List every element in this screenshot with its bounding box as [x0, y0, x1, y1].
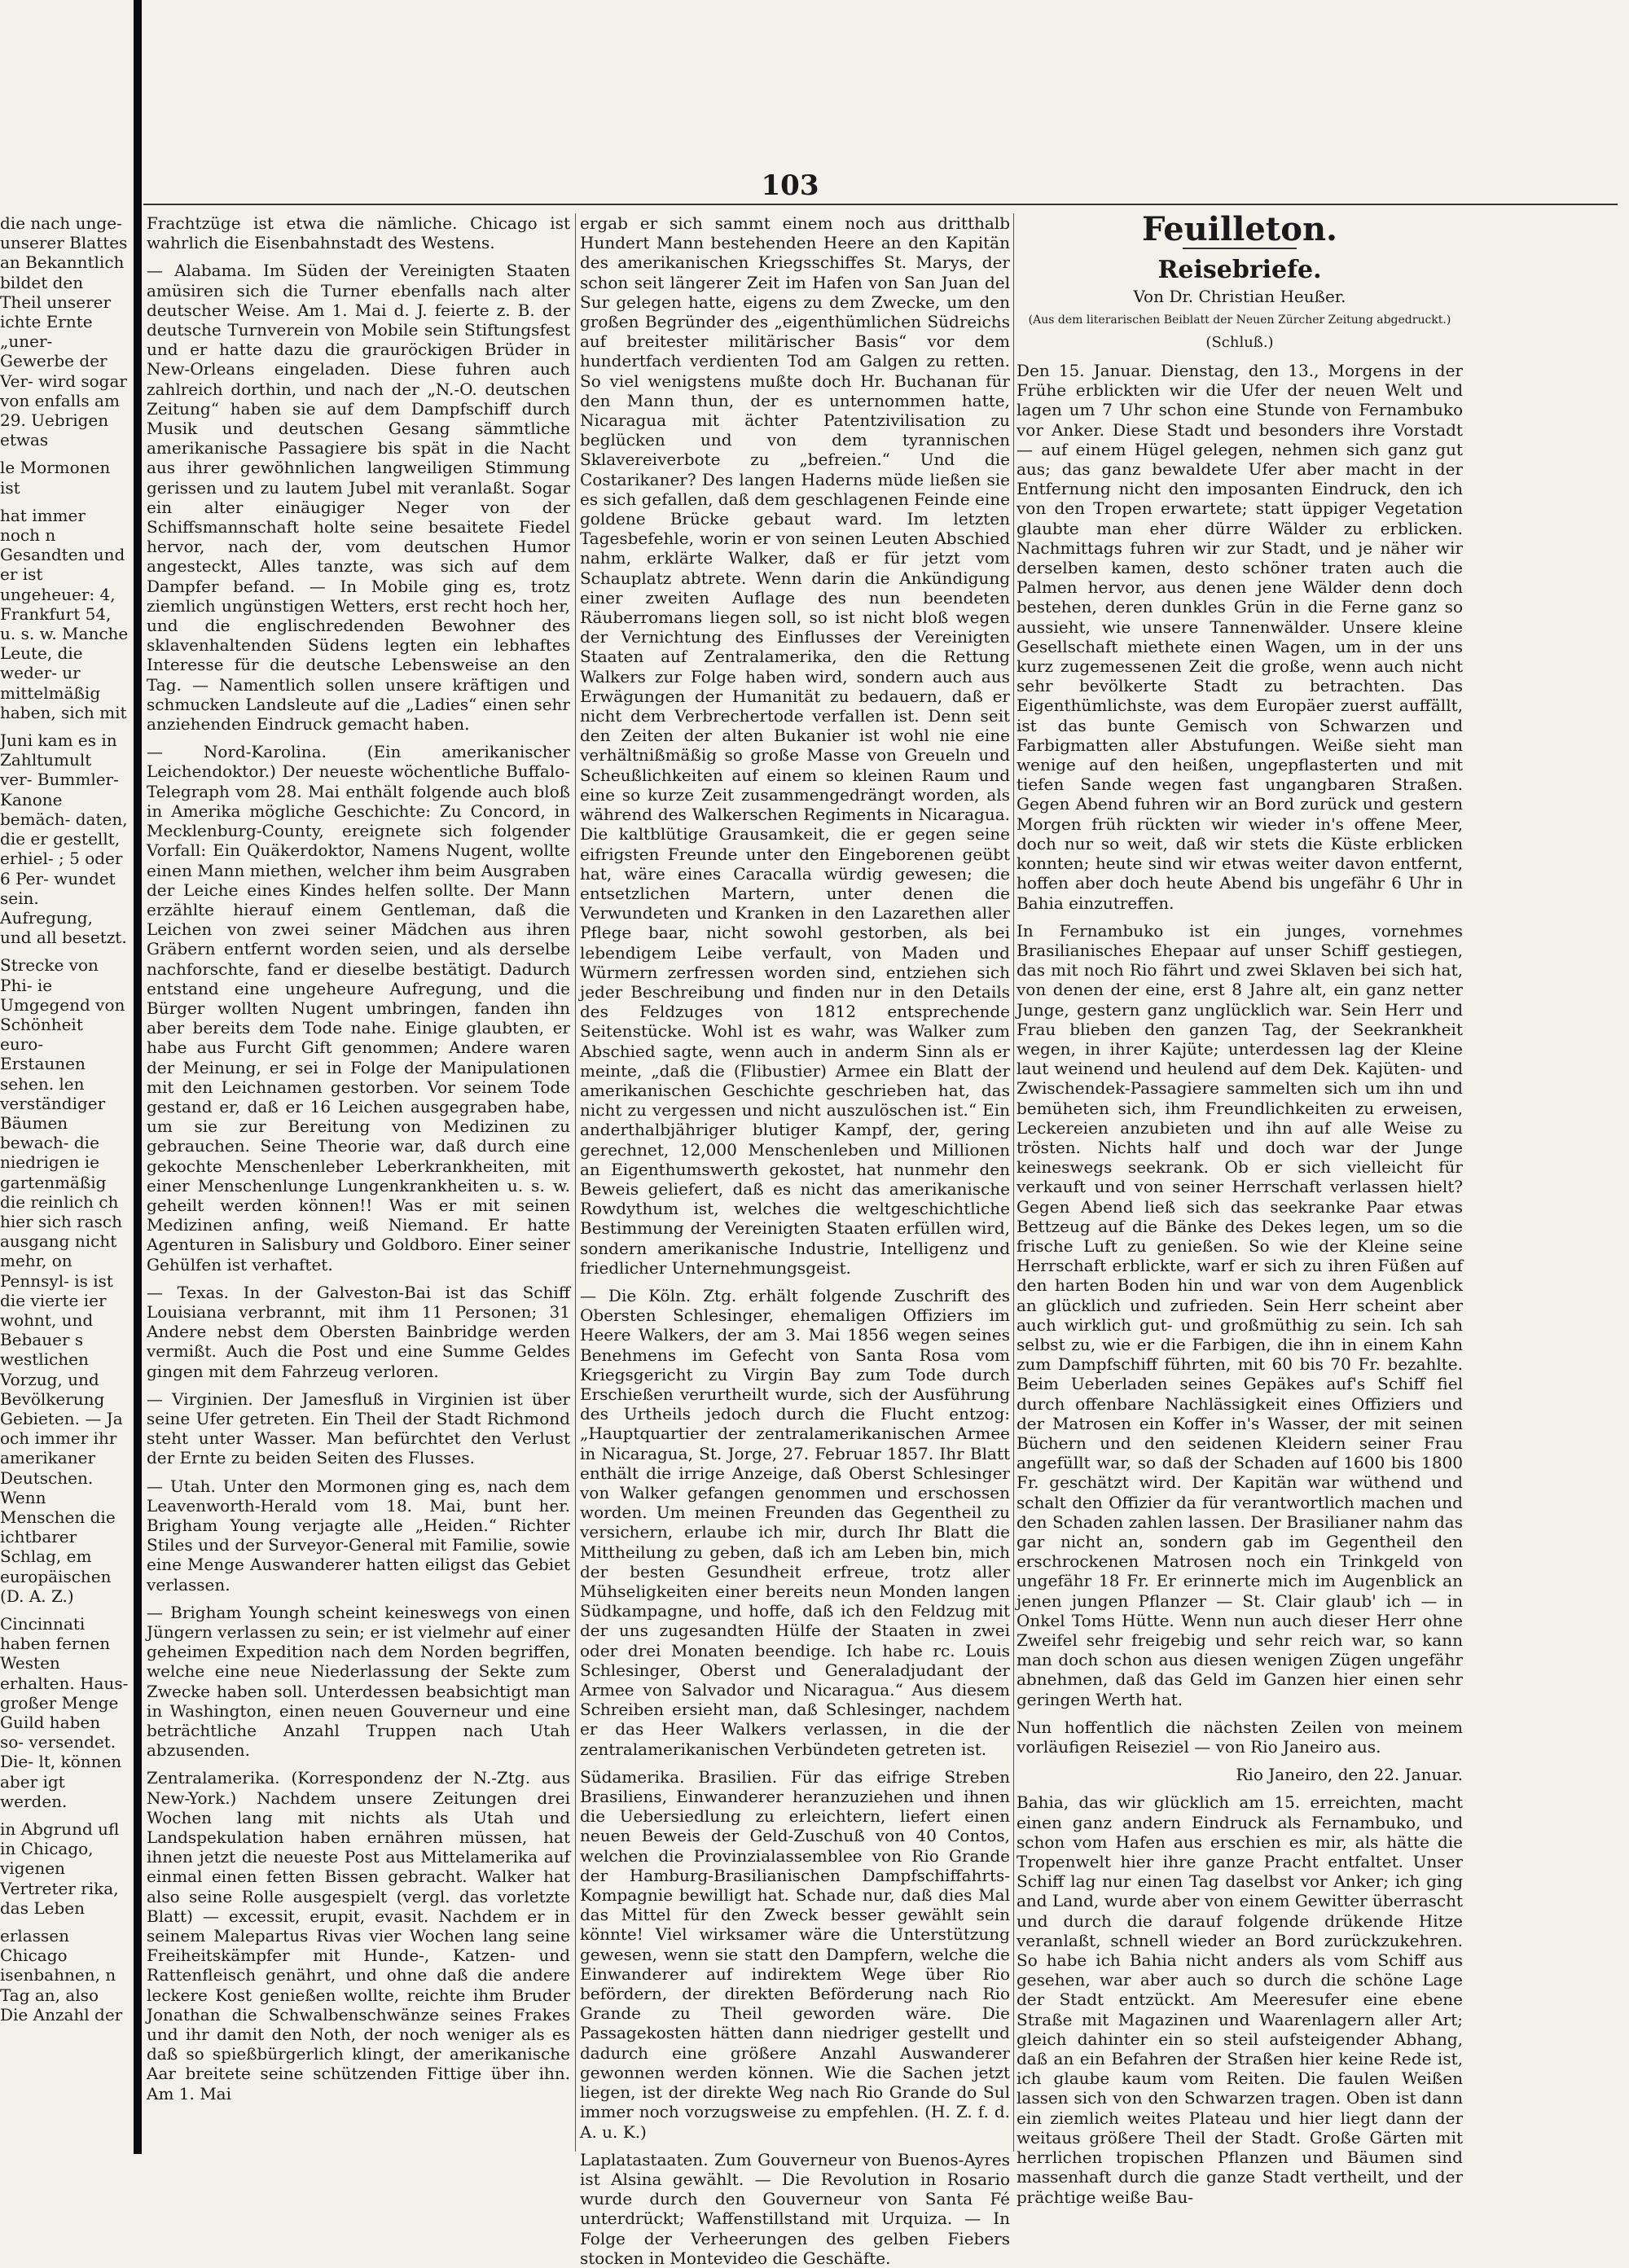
texas-article: — Texas. In der Galveston-Bai ist das Schiff Louisiana verbrannt, mit ihm 11 Personen; 31 Andere nebst dem Obersten Bainbridge werden vermißt. Auch die Post und eine Summe Geldes gingen mit dem Fahrzeug verloren.: [147, 1282, 570, 1381]
south-america-article: Südamerika. Brasilien. Für das eifrige Streben Brasiliens, Einwanderer heranzuziehen und ihnen die Uebersiedlung zu erleichtern, liefert einen neuen Beweis der Geld-Zuschuß von 40 Contos, welchen die Provinzialassemblee von Rio Grande der Hamburg-Brasilianischen Dampfschiffahrts-Kompagnie bewilligt hat. Schade nur, daß dies Mal das Mittel für den Zweck besser gewählt sein könnte! Viel wirksamer wäre die Unterstützung gewesen, wenn sie statt den Dampfern, welche die Einwanderer auf indirektem Wege über Rio befördern, der direkten Beförderung nach Rio Grande zu Theil geworden wäre. Die Passagekosten hätten dann niedriger gestellt und dadurch eine größere Anzahl Auswanderer gewonnen werden können. Wie die Sachen jetzt liegen, ist der direkte Weg nach Rio Grande do Sul immer noch vorzugsweise zu empfehlen. (H. Z. f. d. A. u. K.): [580, 1766, 1010, 2142]
page-number: 103: [761, 169, 819, 202]
col0-para-4: Juni kam es in Zahltumult ver- Bummler- Kanone bemäch- daten, die er gestellt, erhiel- ; 5 oder 6 Per- wundet sein. Aufregung, und all besetzt.: [0, 730, 128, 948]
article-title: Reisebriefe.: [1157, 256, 1322, 285]
utah-article: — Utah. Unter den Mormonen ging es, nach dem Leavenworth-Herald vom 18. Mai, bunt her. Brigham Young verjagte alle „Heiden.“ Richter Stiles und der Surveyor-General mit Familie, sowie eine Menge Auswanderer hatten eiligst das Gebiet verlassen.: [147, 1476, 570, 1595]
column-left-fragment: [0, 213, 129, 2152]
feuilleton-para-1: Den 15. Januar. Dienstag, den 13., Morgens in der Frühe erblickten wir die Ufer der neuen Welt und lagen um 7 Uhr schon eine Stunde von Fernambuko vor Anker. Diese Stadt und besonders ihre Vorstadt — auf einem Hügel gelegen, nehmen sich ganz gut aus; das ganz bewaldete Ufer aber macht in der Entfernung nicht den imposanten Eindruck, den ich von den Tropen erwartete; statt üppiger Vegetation glaubte man eher dürre Wälder zu erblicken. Nachmittags fuhren wir zur Stadt, und je näher wir derselben kamen, desto schöner traten auch die Palmen hervor, aus denen jene Wälder denn doch bestehen, deren dunkles Grün in die Ferne ganz so aussieht, wie unsere Tannenwälder. Unsere kleine Gesellschaft miethete einen Wagen, um in der uns kurz zugemessenen Zeit die große, wenn auch nicht sehr bevölkerte Stadt zu betrachten. Das Eigenthümlichste, was dem Europäer zuerst auffällt, ist das bunte Gemisch von Schwarzen und Farbigmatten aller Abstufungen. Weiße sieht man wenige auf den heißen, ungepflasterten und mit tiefen Sande wegen fast ungangbaren Straßen. Gegen Abend fuhren wir an Bord zurück und gestern Morgen früh rückten wir wieder in's offene Meer, doch nur so weit, daß wir stets die Küste erblicken konnten; heute sind wir etwas weiter davon entfernt, hoffen aber doch heute Abend bis ungefähr 6 Uhr in Bahia einzutreffen.: [1016, 361, 1463, 913]
brigham-young-article: — Brigham Youngh scheint keineswegs von einen Jüngern verlassen zu sein; er ist vielmehr auf einer geheimen Expedition nach dem Norden begriffen, welche eine neue Niederlassung der Sekte zum Zwecke haben soll. Unterdessen beabsichtigt man in Washington, einen neuen Gouverneur und eine beträchtliche Anzahl Truppen nach Utah abzusenden.: [147, 1602, 570, 1761]
virginia-article: — Virginien. Der Jamesfluß in Virginien ist über seine Ufer getreten. Ein Theil der Stadt Richmond steht unter Wasser. Man befürchtet den Verlust der Ernte zu beiden Seiten des Flusses.: [147, 1388, 570, 1468]
laplata-article: Laplatastaaten. Zum Gouverneur von Buenos-Ayres ist Alsina gewählt. — Die Revolution in Rosario wurde durch den Gouverneur von Santa Fé unterdrückt; Waffenstillstand mit Urquiza. — In Folge der Verheerungen des gelben Fiebers stocken in Montevideo die Geschäfte.: [580, 2149, 1010, 2268]
col0-para-6: Cincinnati haben fernen Westen erhalten. Haus- großer Menge Guild haben so- versendet. Die- lt, können aber igt werden.: [0, 1614, 129, 1811]
column-divider-1: [575, 213, 576, 2152]
column-1: [147, 213, 570, 2152]
col0-para-8: erlassen Chicago isenbahnen, n Tag an, also Die Anzahl der: [0, 1926, 123, 2025]
north-carolina-article: — Nord-Karolina. (Ein amerikanischer Leichendoktor.) Der neueste wöchentliche Buffalo-Telegraph vom 28. Mai enthält folgende auch bloß in Amerika mögliche Geschichte: Zu Concord, in Mecklenburg-County, ereignete sich folgender Vorfall: Ein Quäkerdoktor, Namens Nugent, wollte einen Mann miethen, welcher ihm beim Ausgraben der Leiche eines Kindes helfen sollte. Der Mann erzählte hierauf einem Gentleman, daß die Leichen von zwei seiner Mädchen aus ihren Gräbern entfernt worden seien, und als derselbe nachforschte, fand er dieselbe bestätigt. Dadurch entstand eine ungeheure Aufregung, und die Bürger wollten Nugent umbringen, fanden ihn aber bereits dem Tode nahe. Einige glaubten, er habe aus Furcht Gift genommen; Andere waren der Meinung, er sei in Folge der Manipulationen mit den Leichnamen gestorben. Vor seinem Tode gestand er, daß er 16 Leichen ausgegraben habe, um sie zur Bereitung von Medizinen zu gebrauchen. Seine Theorie war, daß durch eine gekochte Menschenleber Leberkrankheiten, mit einer Menschenlunge Lungenkrankheiten u. s. w. geheilt werden können!! Was er mit seinen Medizinen anfing, weiß Niemand. Er hatte Agenturen in Salisbury und Goldboro. Einer seiner Gehülfen ist verhaftet.: [147, 742, 570, 1274]
feuilleton-para-2: In Fernambuko ist ein junges, vornehmes Brasilianisches Ehepaar auf unser Schiff gestiegen, das mit noch Rio fährt und zwei Sklaven bei sich hat, von denen der eine, erst 8 Jahre alt, ein ganz netter Junge, gestern ganz unglücklich war. Sein Herr und Frau blieben den ganzen Tag, der Seekrankheit wegen, in ihrer Kajüte; unterdessen lag der Kleine laut weinend und heulend auf dem Dek. Kajüten- und Zwischendek-Passagiere sammelten sich um ihn und bemüheten sich, ihm Freundlichkeiten zu erweisen, Leckereien anzubieten und ihn auf alle Weise zu trösten. Nichts half und doch war der Junge keineswegs seekrank. Ob er sich vielleicht für verkauft und von seiner Herrschaft verlassen hielt? Gegen Abend ließ sich das seekranke Paar etwas Bettzeug auf die Bänke des Dekes legen, um so die frische Luft zu genießen. So wie der Kleine seine Herrschaft erblickte, warf er sich zu ihren Füßen auf den harten Boden hin und war von dem Augenblick an glücklich und zufrieden. Sein Herr scheint aber auch wirklich gut- und großmüthig zu sein. Ich sah selbst zu, wie er die Farbigen, die ihn in einem Kahn zum Dampfschiff führten, mit 60 bis 70 Fr. bezahlte. Beim Ueberladen seines Gepäkes auf's Schiff fiel durch offenbare Nachlässigkeit eines Offiziers und der Matrosen ein Koffer in's Wasser, der mit seinen Büchern und den seidenen Kleidern seiner Frau angefüllt war, so daß der Schaden auf 1600 bis 1800 Fr. geschätzt wird. Der Kapitän war wüthend und schalt den Offizier da für verantwortlich machen und den Schaden zahlen lassen. Der Brasilianer nahm das gar nicht an, sondern gab im Gegentheil den erschrockenen Matrosen noch ein Trinkgeld von ungefähr 18 Fr. Er erinnerte mich im Augenblick an jenen jungen Pflanzer — St. Clair glaub' ich — in Onkel Toms Hütte. Wenn nun auch dieser Herr ohne Zweifel sehr freigebig und sehr reich war, so kann man doch schon aus diesen wenigen Zügen ungefähr abnehmen, daß das Geld im Ganzen hier einen sehr geringen Werth hat.: [1016, 920, 1463, 1709]
feuilleton-heading: Feuilleton.: [1142, 210, 1337, 248]
central-america-article: Zentralamerika. (Korrespondenz der N.-Ztg. aus New-York.) Nachdem unsere Zeitungen drei Wochen lang mit nichts als Utah und Landspekulation haben ernähren müssen, hat ihnen jetzt die neueste Post aus Mittelamerika auf einmal einen fetten Bissen gebracht. Walker hat also seine Rolle ausgespielt (vergl. das vorletzte Blatt) — excessit, erupit, evasit. Nachdem er in seinem Malepartus Rivas vier Wochen lang seine Freiheitskämpfer mit Hunde-, Katzen- und Rattenfleisch genährt, und ohne daß die andere leckere Kost genießen wollte, reichte ihm Bruder Jonathan die Schwalbenschwänze seines Frakes und ihr damit den Noth, der noch weniger als es daß so spießbürgerlich klingt, der amerikanische Aar breitete seine schützenden Fittige über ihn. Am 1. Mai: [147, 1768, 570, 2103]
feuilleton-para-3: Nun hoffentlich die nächsten Zeilen von meinem vorläufigen Reiseziel — von Rio Janeiro aus.: [1016, 1717, 1463, 1757]
byline: Von Dr. Christian Heußer.: [1133, 287, 1346, 307]
col1-para-1: Frachtzüge ist etwa die nämliche. Chicago ist wahrlich die Eisenbahnstadt des Westens.: [147, 213, 570, 253]
feuilleton-para-5: Bahia, das wir glücklich am 15. erreichten, macht einen ganz andern Eindruck als Fernambuko, und schon vom Hafen aus erschien es mir, als hätte die Tropenwelt hier ihre ganze Pracht entfaltet. Unser Schiff lag nur einen Tag daselbst vor Anker; ich ging and Land, wurde aber von einem Gewitter überrascht und durch die darauf folgende drükende Hitze veranlaßt, schnell wieder an Bord zurückzukehren. So habe ich Bahia nicht anders als vom Schiff aus gesehen, war aber auch so durch die schöne Lage der Stadt entzückt. Am Meeresufer eine ebene Straße mit Magazinen und Waarenlagern aller Art; gleich dahinter ein so steil aufsteigender Abhang, daß an ein Befahren der Straßen hier keine Rede ist, ich glaube kaum vom Reiten. Die faulen Weißen lassen sich von den Schwarzen tragen. Oben ist dann ein ziemlich weites Plateau und hier liegt dann der weitaus größere Theil der Stadt. Große Gärten mit herrlichen tropischen Pflanzen und Bäumen sind massenhaft durch die ganze Stadt vertheilt, und der prächtige weiße Bau-: [1016, 1792, 1463, 2207]
continuation-note: (Schluß.): [1205, 333, 1274, 351]
column-2: [580, 213, 1010, 2268]
dateline: Rio Janeiro, den 22. Januar.: [1236, 1765, 1463, 1785]
col0-para-1: die nach unge- unserer Blattes an Bekanntlich bildet den Theil unserer ichte Ernte „uner- Gewerbe der Ver- wird sogar von enfalls am 29. Uebrigen etwas: [0, 213, 128, 450]
source-note: (Aus dem literarischen Beiblatt der Neuen Zürcher Zeitung abgedruckt.): [1028, 313, 1451, 327]
column-divider-2: [1013, 213, 1014, 2152]
col0-para-2: le Mormonen ist: [0, 458, 111, 498]
col0-para-7: in Abgrund ufl in Chicago, vigenen Vertreter rika, das Leben: [0, 1819, 120, 1918]
alabama-article: — Alabama. Im Süden der Vereinigten Staaten amüsiren sich die Turner ebenfalls nach alter deutscher Weise. Am 1. Mai d. J. feierte z. B. der deutsche Turnverein von Mobile sein Stiftungsfest und er hatte dazu die grauröckigen Brüder in New-Orleans eingeladen. Diese fuhren auch zahlreich dorthin, und nach der „N.-O. deutschen Zeitung“ haben sie auf dem Dampfschiff durch Musik und deutschen Gesang sämmtliche amerikanische Passagiere bis spät in die Nacht aus ihrer gewöhnlichen langweiligen Stimmung gerissen und zu lautem Jubel mit veranlaßt. Sogar ein alter einäugiger Neger von der Schiffsmannschaft holte seine besaitete Fiedel hervor, nach der, vom deutschen Humor angesteckt, Alles tanzte, was sich auf dem Dampfer befand. — In Mobile ging es, trotz ziemlich ungünstigen Wetters, erst recht hoch her, und die englischredenden Bewohner des sklavenhaltenden Südens legten ein lebhaftes Interesse für die deutsche Lebensweise an den Tag. — Namentlich sollen unsere kräftigen und schmucken Landsleute auf die „Ladies“ einen sehr anziehenden Eindruck gemacht haben.: [147, 261, 570, 735]
col0-para-3: hat immer noch n Gesandten und er ist ungeheuer: 4, Frankfurt 54, u. s. w. Manche Leute, die weder- ur mittelmäßig haben, sich mit: [0, 505, 129, 722]
page-fold-shadow: [134, 0, 142, 2154]
top-rule: [143, 204, 1618, 205]
schlesinger-letter: — Die Köln. Ztg. erhält folgende Zuschrift des Obersten Schlesinger, ehemaligen Offiziers im Heere Walkers, der am 3. Mai 1856 wegen seines Benehmens im Gefecht von Santa Rosa vom Kriegsgericht zu Virgin Bay zum Tode durch Erschießen verurtheilt wurde, sich der Ausführung des Urtheils jedoch durch die Flucht entzog: „Hauptquartier der zentralamerikanischen Armee in Nicaragua, St. Jorge, 27. Februar 1857. Ihr Blatt enthält die irrige Anzeige, daß Oberst Schlesinger von Walker gefangen genommen und erschossen worden. Um meinen Freunden das Gegentheil zu versichern, erlaube ich mir, durch Ihr Blatt die Mittheilung zu geben, daß ich am Leben bin, mich der besten Gesundheit erfreue, trotz aller Mühseligkeiten einer bereits neun Monden langen Südkampagne, und hoffe, daß ich den Feldzug mit der uns zugesandten Hülfe der Staaten in zwei oder drei Monaten beendige. Ich habe rc. Louis Schlesinger, Oberst und Generaladjudant der Armee von Salvador und Nicaragua.“ Aus diesem Schreiben ersieht man, daß Schlesinger, nachdem er das Heer Walkers verlassen, in die der zentralamerikanischen Verbündeten getreten ist.: [580, 1285, 1010, 1759]
col2-para-1: ergab er sich sammt einem noch aus dritthalb Hundert Mann bestehenden Heere an den Kapitän des amerikanischen Kriegsschiffes St. Marys, der schon seit längerer Zeit im Hafen von San Juan del Sur gelegen hatte, eigens zu dem Zwecke, um den großen Begründer des „eigenthümlichen Südreichs auf breitester militärischer Basis“ vor dem hundertfach verdienten Tod am Galgen zu retten. So viel wenigstens mußte doch Hr. Buchanan für den Mann thun, der es unternommen hatte, Nicaragua mit ächter Patentzivilisation zu beglücken und von dem tyrannischen Sklavereiverbote zu „befreien.“ Und die Costarikaner? Des langen Haderns müde ließen sie es sich gefallen, daß dem geschlagenen Feinde eine goldene Brücke gebaut ward. Im letzten Tagesbefehle, worin er von seinen Leuten Abschied nahm, erklärte Walker, daß er für jetzt vom Schauplatz abtrete. Wenn darin die Ankündigung einer zweiten Auflage des nun beendeten Räuberromans liegen soll, so ist nicht bloß wegen der Vernichtung des Einflusses der Vereinigten Staaten auf Zentralamerika, den die Rettung Walkers zur Folge haben wird, sondern auch aus Erwägungen der Humanität zu bedauern, daß er nicht dem Verbrechertode verfallen ist. Denn seit den Zeiten der alten Bukanier ist wohl nie eine verhältnißmäßig so große Masse von Greueln und Scheußlichkeiten auf einem so kleinen Raum und eine so kurze Zeit zusammengedrängt worden, als während des Walkerschen Regiments in Nicaragua. Die kaltblütige Grausamkeit, die er gegen seine eifrigsten Freunde unter den Eingeborenen geübt hat, wäre eines Caracalla würdig gewesen; die entsetzlichen Martern, unter denen die Verwundeten und Kranken in den Lazarethen aller Pflege baar, nicht sowohl gestorben, als bei lebendigem Leibe verfault, von Maden und Würmern zerfressen worden sind, entziehen sich jeder Beschreibung und finden nur in den Details des Feldzuges von 1812 entsprechende Seitenstücke. Wohl ist es wahr, was Walker zum Abschied sagte, wenn auch in anderm Sinn als er meinte, „daß die (Flibustier) Armee ein Blatt der amerikanischen Geschichte geschrieben hat, das nicht zu vergessen und nicht auszulöschen ist.“ Ein anderthalbjähriger blutiger Kampf, der, gering gerechnet, 12,000 Menschenleben und Millionen an Eigenthumswerth gekostet, hat nunmehr den Beweis geliefert, daß es nicht das amerikanische Rowdythum ist, welches die weltgeschichtliche Bestimmung der Vereinigten Staaten erfüllen wird, sondern amerikanische Industrie, Intelligenz und friedlicher Unternehmungsgeist.: [580, 213, 1010, 1278]
column-feuilleton: [1016, 210, 1463, 2207]
col0-para-5: Strecke von Phi- ie Umgegend von Schönheit euro- Erstaunen sehen. len verständiger Bäumen bewach- die niedrigen ie gartenmäßig die reinlich ch hier sich rasch ausgang nicht mehr, on Pennsyl- is ist die vierte ier wohnt, und Bebauer s westlichen Vorzug, und Bevölkerung Gebieten. — Ja och immer ihr amerikaner Deutschen. Wenn Menschen die ichtbarer Schlag, em europäischen (D. A. Z.): [0, 955, 125, 1606]
